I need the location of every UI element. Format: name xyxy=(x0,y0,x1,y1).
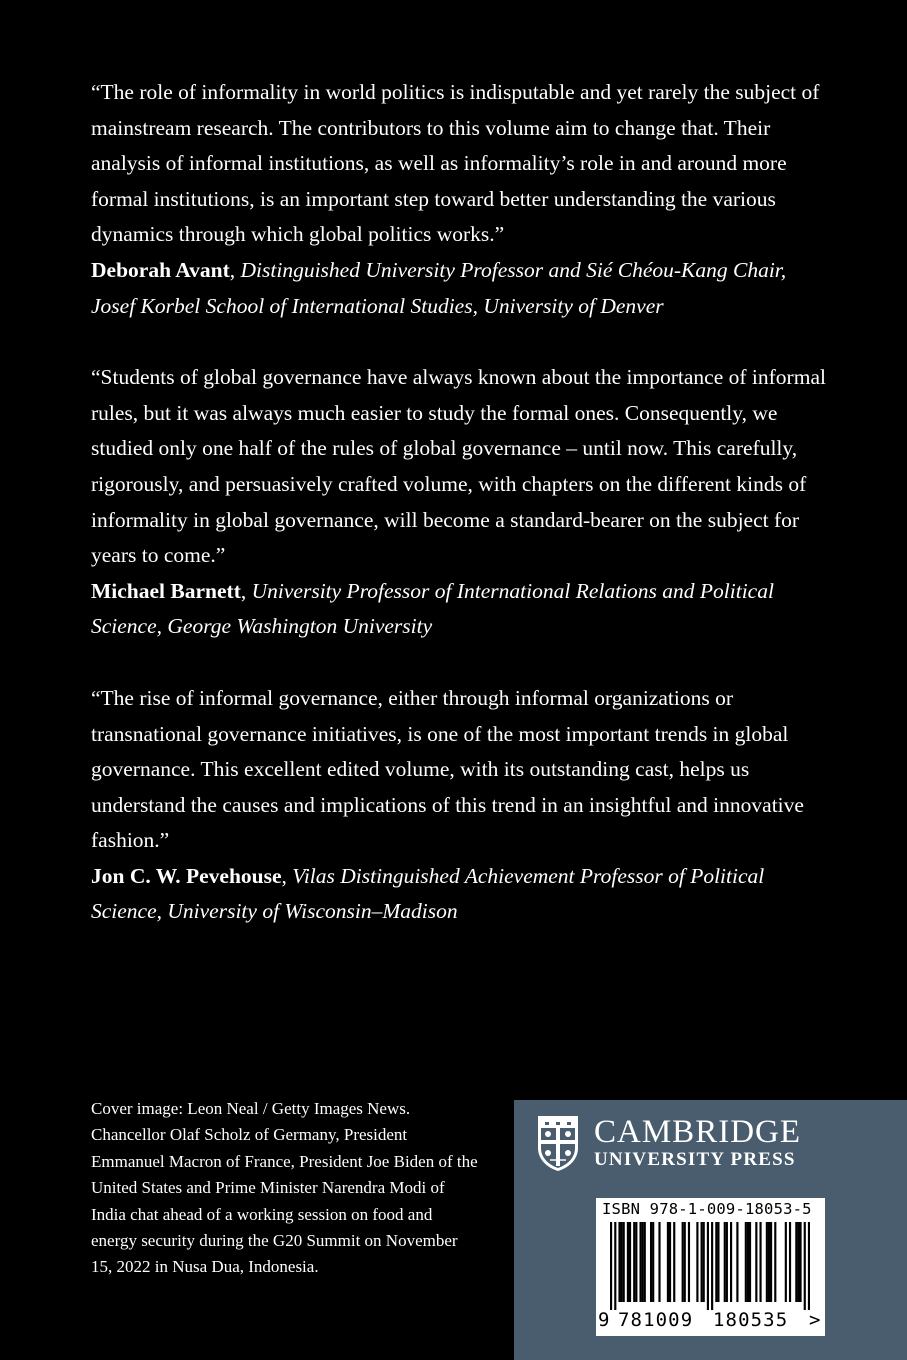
publisher-logo xyxy=(536,1114,801,1172)
barcode-bar xyxy=(623,1222,625,1302)
barcode-bar xyxy=(736,1222,738,1302)
endorsements xyxy=(91,75,831,966)
barcode-bar xyxy=(724,1222,726,1302)
barcode-bar xyxy=(629,1222,631,1302)
barcode-bar xyxy=(688,1222,690,1302)
barcode-bar xyxy=(633,1222,635,1302)
barcode-bar xyxy=(795,1222,797,1302)
barcode-bar xyxy=(696,1222,698,1302)
barcode-bar xyxy=(745,1222,747,1302)
endorsement-quote: “The rise of informal governance, either through informal organizations or transnational governance initiatives, is one of the most important trends in global governance. This excellent edited volume, with its outstanding cast, helps us understand the causes and implications of this trend in an insightful and innovative fashion.” xyxy=(91,685,804,853)
barcode-bar xyxy=(711,1222,713,1310)
barcode-bar xyxy=(730,1222,732,1302)
endorsement-quote: “Students of global governance have always known about the importance of informal rules, but it was always much easier to study the formal ones. Consequently, we studied only one half of the rules of global governance – until now. This carefully, rigorously, and persuasively crafted volume, with chapters on the different kinds of informality in global governance, will become a standard-bearer on the subject for years to come.” xyxy=(91,365,826,568)
barcode-bar xyxy=(774,1222,776,1302)
barcode-bar xyxy=(652,1222,654,1302)
barcode-bar xyxy=(621,1222,623,1302)
barcode-bar xyxy=(759,1222,761,1302)
barcode-bar xyxy=(747,1222,749,1302)
barcode-bar xyxy=(610,1222,612,1310)
ean-digits xyxy=(596,1309,825,1335)
barcode-bar xyxy=(614,1222,616,1310)
barcode-bar xyxy=(789,1222,791,1302)
endorsement-3 xyxy=(91,681,831,930)
endorser-title: University Professor of International Relations and Political Science, George Washington University xyxy=(91,578,774,639)
barcode-bar xyxy=(770,1222,772,1302)
ean-first-digit: 9 xyxy=(598,1309,610,1331)
barcode-bar xyxy=(717,1222,719,1302)
barcode-bar xyxy=(804,1222,806,1310)
barcode-bar xyxy=(797,1222,799,1302)
isbn-label: ISBN 978-1-009-18053-5 xyxy=(602,1200,812,1218)
barcode-bar xyxy=(673,1222,675,1302)
endorsement-attribution: Michael Barnett, University Professor of International Relations and Political Science, George Washington University xyxy=(91,578,774,639)
barcode-bar xyxy=(799,1222,801,1302)
barcode-bar xyxy=(642,1222,644,1302)
ean-left-digits: 781009 xyxy=(618,1309,694,1331)
cover-credit-text: Cover image: Leon Neal / Getty Images News. Chancellor Olaf Scholz of Germany, President Emmanuel Macron of France, President Joe Biden of the United States and Prime Minister Narendra Modi of India chat ahead of a working session on food and energy security during the G20 Summit on November 15, 2022 in Nusa Dua, Indonesia. xyxy=(91,1099,478,1277)
barcode-bar xyxy=(726,1222,728,1302)
publisher-subname: UNIVERSITY PRESS xyxy=(594,1149,796,1170)
barcode-bar xyxy=(684,1222,686,1302)
endorsement-attribution: Jon C. W. Pevehouse, Vilas Distinguished Achievement Professor of Political Science, University of Wisconsin–Madison xyxy=(91,863,765,924)
endorsement-quote: “The role of informality in world politics is indisputable and yet rarely the subject of mainstream research. The contributors to this volume aim to change that. Their analysis of informal institutions, as well as informality’s role in and around more formal institutions, is an important step toward better understanding the various dynamics through which global politics works.” xyxy=(91,80,820,247)
barcode-bar xyxy=(701,1222,703,1302)
barcode-bar xyxy=(768,1222,770,1302)
barcode-bar xyxy=(658,1222,660,1302)
barcode-bar xyxy=(635,1222,637,1302)
endorsement-2 xyxy=(91,360,831,645)
barcode-bar xyxy=(627,1222,629,1302)
barcode-bar xyxy=(749,1222,751,1302)
barcode-bar xyxy=(707,1222,709,1310)
barcode-bar xyxy=(667,1222,669,1302)
publisher-panel xyxy=(514,1100,907,1360)
barcode-bar xyxy=(669,1222,671,1302)
ean-right-digits: 180535 xyxy=(713,1309,789,1331)
endorser-name: Jon C. W. Pevehouse xyxy=(91,863,282,888)
cover-image-credit xyxy=(91,1096,481,1281)
barcode-bar xyxy=(644,1222,646,1302)
barcode-bar xyxy=(715,1222,717,1302)
endorser-title: Distinguished University Professor and Sié Chéou-Kang Chair, Josef Korbel School of International Studies, University of Denver xyxy=(91,257,787,318)
barcode-bar xyxy=(618,1222,620,1302)
barcode-bar xyxy=(808,1222,810,1310)
barcode-bar xyxy=(785,1222,787,1302)
barcode-bar xyxy=(639,1222,641,1302)
endorsement-attribution: Deborah Avant, Distinguished University Professor and Sié Chéou-Kang Chair, Josef Korbel School of International Studies, University of Denver xyxy=(91,257,787,318)
cambridge-shield-icon xyxy=(536,1114,580,1172)
ean-arrow: > xyxy=(809,1309,821,1331)
barcode-bar xyxy=(755,1222,757,1302)
endorser-name: Michael Barnett xyxy=(91,578,241,603)
barcode-bar xyxy=(703,1222,705,1302)
isbn-barcode xyxy=(596,1198,825,1336)
barcode-bar xyxy=(766,1222,768,1302)
barcode-bar xyxy=(650,1222,652,1302)
endorser-title: Vilas Distinguished Achievement Professor of Political Science, University of Wisconsin–Madison xyxy=(91,863,765,924)
publisher-wordmark xyxy=(594,1115,801,1171)
barcode-bars xyxy=(610,1222,810,1310)
publisher-name: CAMBRIDGE xyxy=(594,1114,802,1150)
endorser-name: Deborah Avant xyxy=(91,257,230,282)
barcode-bar xyxy=(682,1222,684,1302)
endorsement-1 xyxy=(91,75,831,324)
